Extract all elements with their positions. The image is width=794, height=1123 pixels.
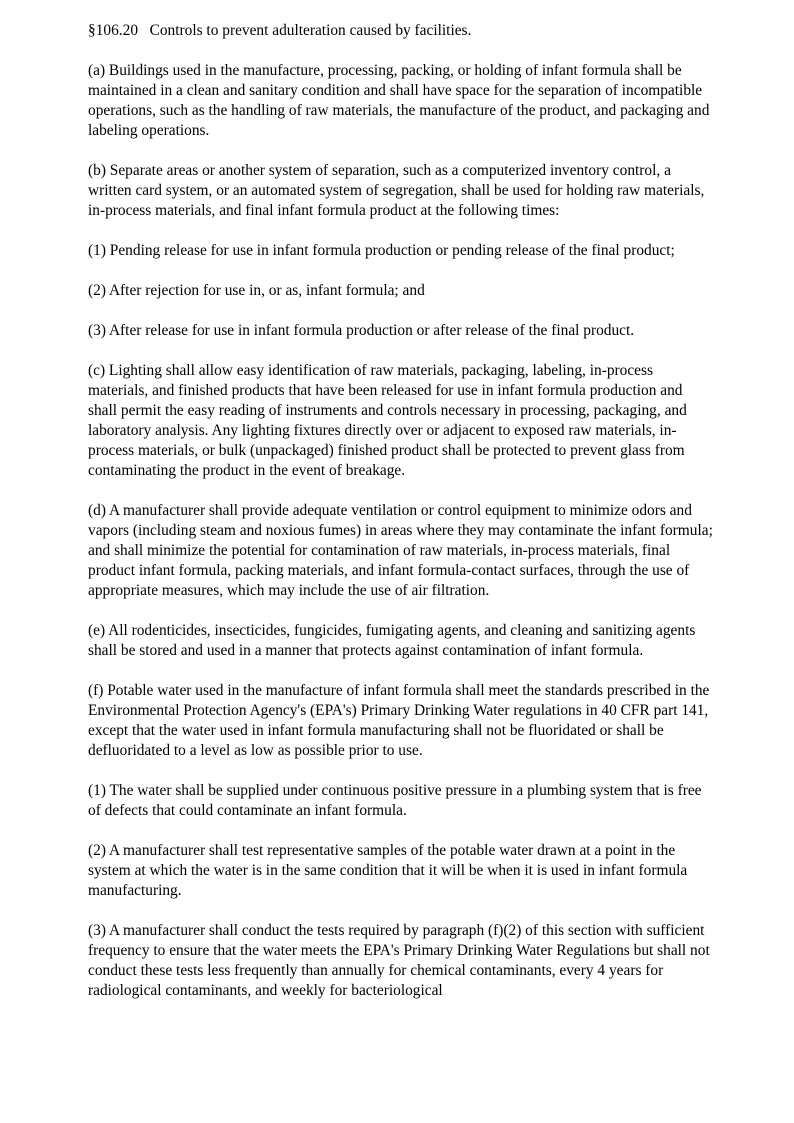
paragraph-b-2: (2) After rejection for use in, or as, infant formula; and [88, 282, 425, 299]
paragraph-e: (e) All rodenticides, insecticides, fungicides, fumigating agents, and cleaning and sanitizing agents shall be stored and used in a manner that protects against contamination of infant formula. [88, 622, 696, 659]
section-heading: §106.20 Controls to prevent adulteration caused by facilities. [88, 22, 472, 39]
paragraph-d: (d) A manufacturer shall provide adequate ventilation or control equipment to minimize odors and vapors (including steam and noxious fumes) in areas where they may contaminate the infant formula; and shall minimize the potential for contamination of raw materials, in-process materials, final product infant formula, packing materials, and infant formula-contact surfaces, through the use of appropriate measures, which may include the use of air filtration. [88, 502, 713, 599]
paragraph-b-3: (3) After release for use in infant formula production or after release of the final product. [88, 322, 635, 339]
paragraph-a: (a) Buildings used in the manufacture, processing, packing, or holding of infant formula shall be maintained in a clean and sanitary condition and shall have space for the separation of incompatible operations, such as the handling of raw materials, the manufacture of the product, and packaging and labeling operations. [88, 62, 710, 139]
paragraph-f-2: (2) A manufacturer shall test representative samples of the potable water drawn at a point in the system at which the water is in the same condition that it will be when it is used in infant formula manufacturing. [88, 842, 688, 899]
document-page [88, 21, 713, 1021]
paragraph-b: (b) Separate areas or another system of separation, such as a computerized inventory control, a written card system, or an automated system of segregation, shall be used for holding raw materials, in-process materials, and final infant formula product at the following times: [88, 162, 705, 219]
paragraph-b-1: (1) Pending release for use in infant formula production or pending release of the final product; [88, 242, 675, 259]
paragraph-c: (c) Lighting shall allow easy identification of raw materials, packaging, labeling, in-process materials, and finished products that have been released for use in infant formula production and shall permit the easy reading of instruments and controls necessary in processing, packaging, and laboratory analysis. Any lighting fixtures directly over or adjacent to exposed raw materials, in-process materials, or bulk (unpackaged) finished product shall be protected to prevent glass from contaminating the product in the event of breakage. [88, 362, 687, 479]
paragraph-f: (f) Potable water used in the manufacture of infant formula shall meet the standards prescribed in the Environmental Protection Agency's (EPA's) Primary Drinking Water regulations in 40 CFR part 141, except that the water used in infant formula manufacturing shall not be fluoridated or shall be defluoridated to a level as low as possible prior to use. [88, 682, 710, 759]
paragraph-f-1: (1) The water shall be supplied under continuous positive pressure in a plumbing system that is free of defects that could contaminate an infant formula. [88, 782, 702, 819]
paragraph-f-3: (3) A manufacturer shall conduct the tests required by paragraph (f)(2) of this section with sufficient frequency to ensure that the water meets the EPA's Primary Drinking Water Regulations but shall not conduct these tests less frequently than annually for chemical contaminants, every 4 years for radiological contaminants, and weekly for bacteriological [88, 922, 710, 999]
